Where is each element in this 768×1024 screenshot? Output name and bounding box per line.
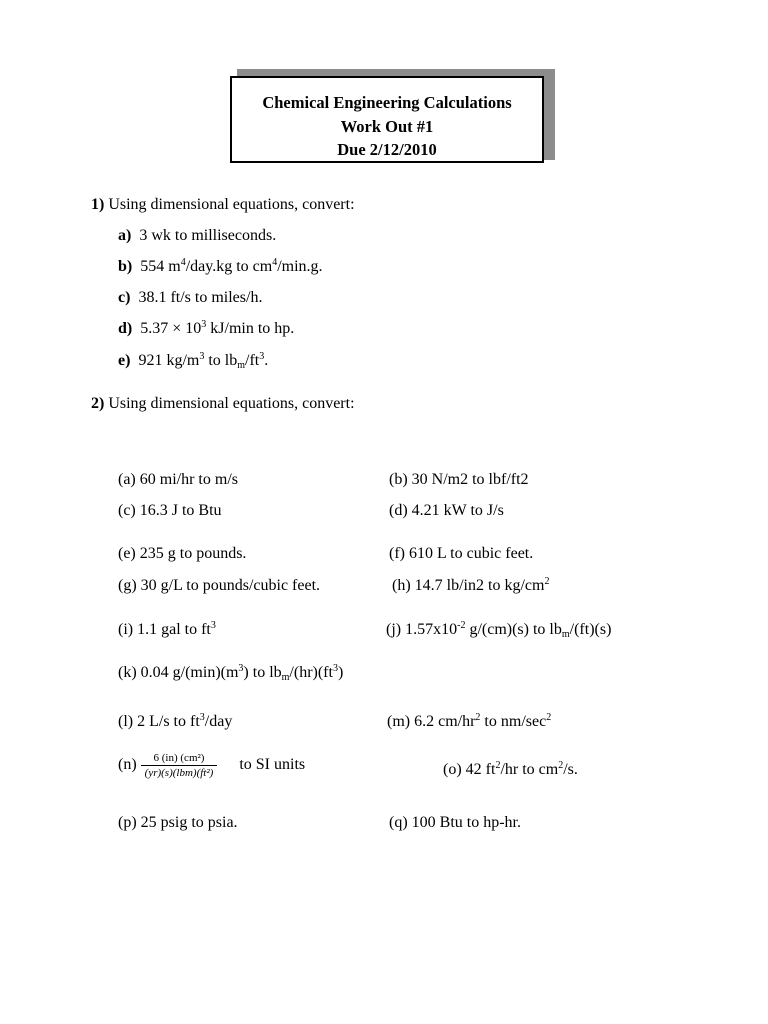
q2-item-d: (d) 4.21 kW to J/s [389, 502, 504, 519]
question-1-number: 1) [91, 196, 105, 213]
q2-item-n: (n) $\frac{\text{6 (in) (cm²)}}{\text{(yr)(s)(lbm)(ft²)}}$ to SI units [118, 752, 306, 779]
q2-item-o: (o) 42 $ft^2/hr$ to $cm^2/s$. [443, 760, 578, 778]
workout-number: Work Out #1 [340, 116, 434, 136]
q1-item-e: e) 921 $kg/m^3$ to $lb_m/ft^3$. [118, 351, 269, 371]
question-1-prompt: Using dimensional equations, convert: [108, 196, 355, 213]
q1-item-b: b) 554 $m^4/day.kg$ to $cm^4/\min.g$. [118, 257, 323, 275]
q2-item-k: (k) 0.04 $g/(\min)(m^3)$ to $lb_m/(hr)(ft^3)$ [118, 663, 344, 683]
q2-item-a: (a) 60 mi/hr to m/s [118, 471, 238, 488]
q2-item-l: (l) 2 L/s to $ft^3$/day [118, 712, 233, 730]
q1-item-a: a) 3 wk to milliseconds. [118, 227, 277, 244]
fraction-expression: $\frac{\text{6 (in) (cm²)}}{\text{(yr)(s)(lbm)(ft²)}}$ [141, 752, 218, 779]
question-2 [91, 395, 355, 413]
q1-item-d: d) $5.37 \times 10^3$ kJ/min to hp. [118, 319, 295, 337]
q2-item-c: (c) 16.3 J to Btu [118, 502, 222, 519]
q2-item-p: (p) 25 psig to psia. [118, 814, 238, 831]
q2-item-f: (f) 610 L to cubic feet. [389, 545, 534, 562]
question-2-number: 2) [91, 395, 105, 412]
question-1 [91, 196, 355, 214]
q2-item-g: (g) 30 g/L to pounds/cubic feet. [118, 577, 321, 594]
q2-item-e: (e) 235 g to pounds. [118, 545, 247, 562]
q2-item-h: (h) 14.7 lb/in2 to $kg/cm^2$ [392, 576, 550, 594]
q2-item-m: (m) 6.2 $cm/hr^2$ to $nm/\sec^2$ [387, 712, 552, 730]
course-title: Chemical Engineering Calculations [262, 93, 512, 112]
q1-item-c: c) 38.1 ft/s to miles/h. [118, 289, 263, 306]
q2-item-i: (i) 1.1 gal to $ft^3$ [118, 620, 216, 638]
q2-item-q: (q) 100 Btu to hp-hr. [389, 814, 521, 831]
question-2-prompt: Using dimensional equations, convert: [108, 395, 355, 412]
due-date: Due 2/12/2010 [337, 140, 437, 159]
q2-item-j: (j) $1.57x10^{-2}$ g/(cm)(s) to $lb_m/(ft)(s)$ [386, 620, 612, 640]
q2-item-b: (b) 30 N/m2 to lbf/ft2 [389, 471, 529, 488]
title-box [230, 76, 544, 163]
